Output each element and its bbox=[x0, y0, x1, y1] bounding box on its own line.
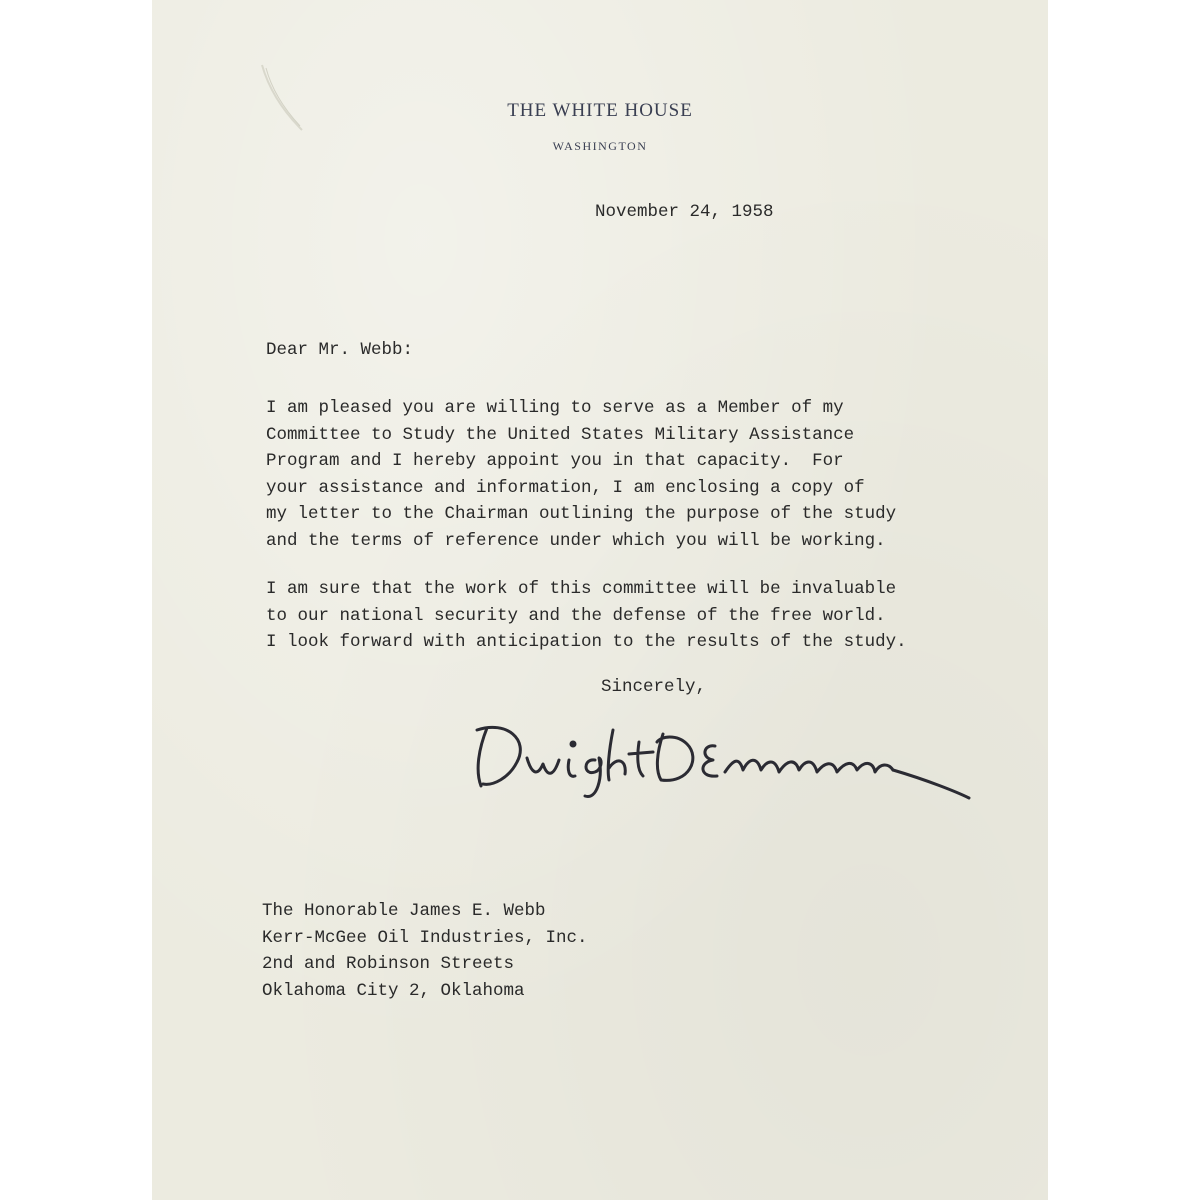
address-line: Kerr-McGee Oil Industries, Inc. bbox=[262, 927, 588, 948]
salutation: Dear Mr. Webb: bbox=[266, 340, 414, 360]
body-line: I am sure that the work of this committee will be invaluable bbox=[266, 579, 897, 599]
body-line: my letter to the Chairman outlining the purpose of the study bbox=[266, 504, 897, 524]
body-paragraph-2 bbox=[266, 576, 986, 656]
body-paragraph-1 bbox=[266, 395, 986, 554]
body-line: your assistance and information, I am enclosing a copy of bbox=[266, 477, 865, 498]
body-line: and the terms of reference under which you will be working. bbox=[266, 530, 886, 551]
closing: Sincerely, bbox=[601, 677, 707, 697]
letterhead-location: WASHINGTON bbox=[552, 139, 648, 153]
body-line: I am pleased you are willing to serve as a Member of my bbox=[266, 398, 844, 418]
recipient-address bbox=[262, 898, 588, 1004]
letter-page bbox=[152, 0, 1048, 1200]
body-line: to our national security and the defense of the free world. bbox=[266, 605, 886, 626]
letterhead-title: THE WHITE HOUSE bbox=[507, 100, 693, 121]
handwritten-signature bbox=[457, 700, 977, 810]
body-line: Program and I hereby appoint you in that capacity. For bbox=[266, 451, 844, 471]
letter-date: November 24, 1958 bbox=[595, 202, 774, 222]
body-line: Committee to Study the United States Military Assistance bbox=[266, 424, 855, 445]
body-line: I look forward with anticipation to the results of the study. bbox=[266, 632, 907, 652]
address-line: The Honorable James E. Webb bbox=[262, 901, 546, 921]
address-line: Oklahoma City 2, Oklahoma bbox=[262, 980, 525, 1001]
address-line: 2nd and Robinson Streets bbox=[262, 954, 515, 974]
